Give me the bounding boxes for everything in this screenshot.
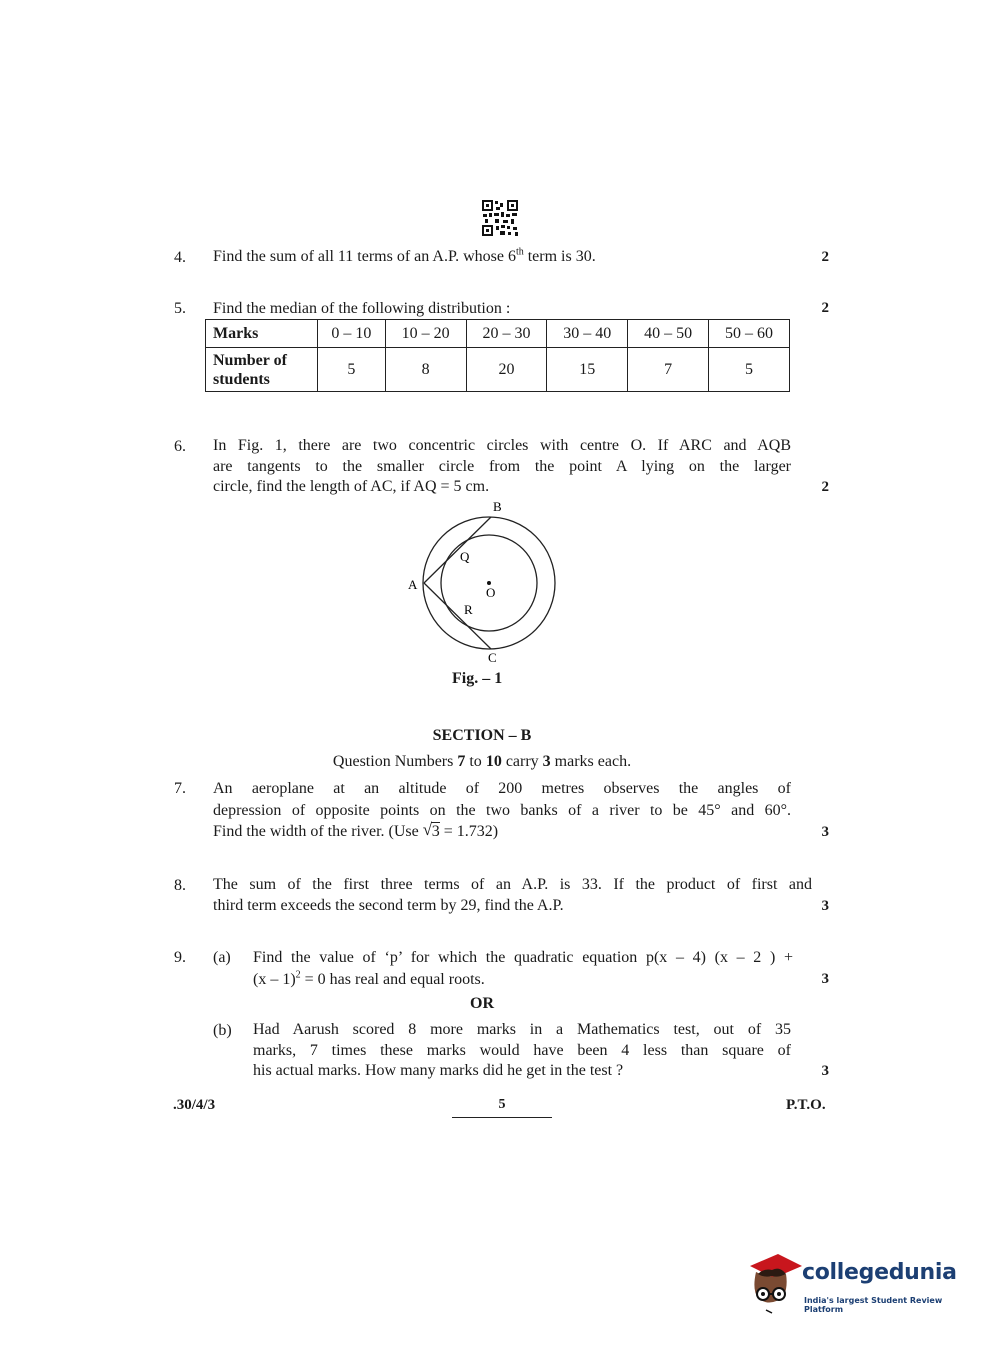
page-number: 5: [498, 1097, 506, 1112]
brand-name: collegedunia: [802, 1260, 957, 1285]
concentric-circles-figure: [400, 497, 570, 669]
question-7-marks: 3: [821, 824, 829, 840]
question-9-part-b-marks: 3: [821, 1063, 829, 1079]
table-header-marks: Marks: [206, 320, 318, 348]
table-header-students-line2: students: [213, 370, 270, 388]
label-r: R: [464, 602, 473, 617]
table-class-6: 50 – 60: [709, 320, 790, 348]
label-b: B: [493, 499, 502, 514]
question-9a-line-2-text: (x – 1): [253, 970, 296, 988]
instruction-text-1: Question Numbers: [332, 753, 458, 770]
question-9a-line-2-end: = 0 has real and equal roots.: [300, 970, 485, 988]
question-7-text: [213, 778, 791, 843]
question-9-number: 9.: [174, 949, 186, 966]
please-turn-over: P.T.O.: [786, 1097, 826, 1113]
instruction-marks: 3: [542, 753, 551, 770]
table-frequency-4: 15: [547, 348, 628, 392]
instruction-from: 7: [457, 753, 466, 770]
table-row-students: [206, 348, 790, 392]
question-4-text-main: Find the sum of all 11 terms of an A.P. whose 6: [213, 248, 516, 265]
table-class-3: 20 – 30: [466, 320, 547, 348]
question-7-line-1: An aeroplane at an altitude of 200 metres observes the angles of: [213, 780, 791, 797]
question-9-part-a-text: [253, 947, 793, 990]
question-7-number: 7.: [174, 780, 186, 797]
qr-code-icon: [481, 199, 519, 237]
question-9-part-b-text: [253, 1020, 791, 1082]
question-9-part-a-label: (a): [213, 949, 231, 966]
question-7-line-3-end: = 1.732): [439, 823, 499, 840]
label-a: A: [408, 577, 418, 592]
table-frequency-1: 5: [318, 348, 386, 392]
instruction-text-3: carry: [501, 753, 543, 770]
radical-sign-icon: √: [422, 820, 433, 839]
question-9a-line-2: [253, 969, 793, 991]
question-9-part-b-label: (b): [213, 1022, 232, 1039]
question-9b-line-1: Had Aarush scored 8 more marks in a Mathematics test, out of 35: [253, 1021, 791, 1038]
question-8-number: 8.: [174, 877, 186, 894]
question-5-marks: 2: [821, 300, 829, 316]
table-frequency-6: 5: [709, 348, 790, 392]
paper-code: .30/4/3: [173, 1097, 216, 1113]
instruction-text-4: marks each.: [550, 753, 632, 770]
table-class-2: 10 – 20: [385, 320, 466, 348]
question-9a-line-1: Find the value of ‘p’ for which the quadratic equation p(x – 4) (x – 2 ) +: [253, 949, 793, 966]
label-q: Q: [460, 549, 470, 564]
question-5-text: Find the median of the following distribution :: [213, 300, 511, 317]
question-4-number: 4.: [174, 249, 186, 266]
question-5-number: 5.: [174, 300, 186, 317]
table-frequency-3: 20: [466, 348, 547, 392]
brand-tagline: India's largest Student Review Platform: [804, 1296, 943, 1314]
question-6-marks: 2: [821, 479, 829, 495]
question-9a-exponent: 2: [295, 969, 301, 981]
square-root: [423, 821, 440, 843]
question-6-number: 6.: [174, 438, 186, 455]
question-8-line-2: third term exceeds the second term by 29, find the A.P.: [213, 896, 564, 914]
figure-caption: Fig. – 1: [452, 670, 503, 687]
square-root-radicand: 3: [431, 823, 440, 840]
question-4-text: [213, 247, 596, 268]
question-7-line-3-text: Find the width of the river. (Use: [213, 823, 423, 840]
question-6-line-3: circle, find the length of AC, if AQ = 5 cm.: [213, 478, 490, 495]
question-6-line-1: In Fig. 1, there are two concentric circles with centre O. If ARC and AQB: [213, 437, 791, 454]
question-8-marks: 3: [821, 898, 829, 914]
tangent-arc: [424, 583, 491, 649]
table-header-students: [206, 348, 318, 392]
table-frequency-2: 8: [385, 348, 466, 392]
question-9b-line-3: his actual marks. How many marks did he get in the test ?: [253, 1062, 624, 1079]
question-4-superscript: th: [515, 246, 524, 258]
or-separator: OR: [470, 995, 494, 1012]
section-b-instruction: [0, 753, 964, 771]
table-row-marks: [206, 320, 790, 348]
question-4-marks: 2: [821, 249, 829, 265]
question-6-text: [213, 436, 791, 498]
mascot-logo-icon: [744, 1250, 802, 1314]
question-7-line-2: depression of opposite points on the two banks of a river to be 45° and 60°.: [213, 801, 791, 819]
question-4-text-end: term is 30.: [523, 248, 596, 265]
question-8-line-1: The sum of the first three terms of an A.P. is 33. If the product of first and: [213, 876, 812, 893]
label-o: O: [486, 585, 496, 600]
tangent-aqb: [424, 517, 491, 583]
instruction-text-2: to: [465, 753, 486, 770]
question-6-line-2: are tangents to the smaller circle from the point A lying on the larger: [213, 457, 791, 475]
table-class-5: 40 – 50: [628, 320, 709, 348]
table-class-4: 30 – 40: [547, 320, 628, 348]
label-c: C: [488, 650, 497, 665]
table-header-students-line1: Number of: [213, 351, 287, 369]
instruction-to: 10: [485, 753, 502, 770]
table-class-1: 0 – 10: [318, 320, 386, 348]
section-b-heading: SECTION – B: [432, 727, 532, 744]
question-9b-line-2: marks, 7 times these marks would have been 4 less than square of: [253, 1041, 791, 1059]
frequency-distribution-table: [205, 319, 790, 392]
question-7-line-3: [213, 821, 791, 843]
table-frequency-5: 7: [628, 348, 709, 392]
collegedunia-logo: [744, 1250, 974, 1320]
question-9-part-a-marks: 3: [821, 971, 829, 987]
question-8-text: [213, 875, 812, 916]
page-number-underline: [452, 1117, 552, 1118]
